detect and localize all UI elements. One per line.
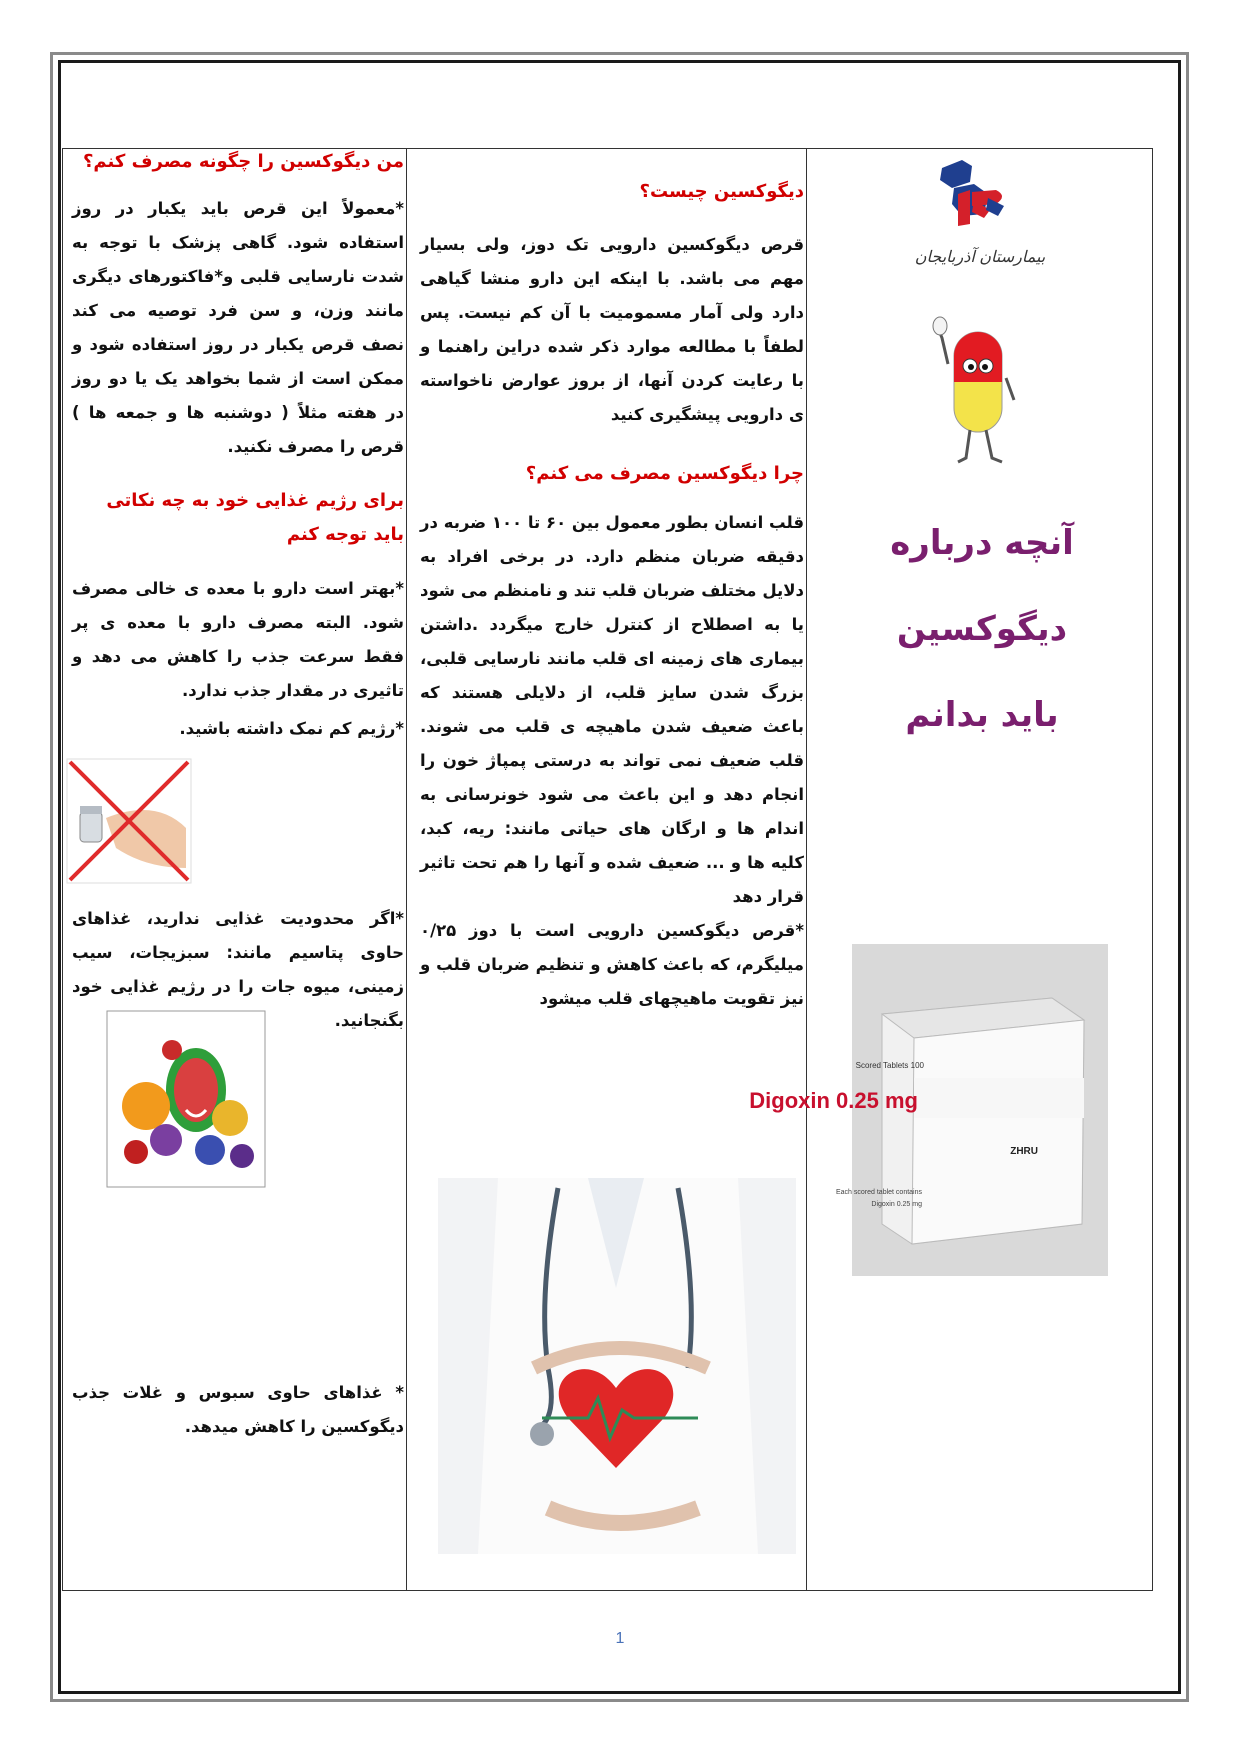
paragraph-bran: * غذاهای حاوی سبوس و غلات جذب دیگوکسین را کاهش میدهد. xyxy=(72,1383,404,1436)
paragraph-why: قلب انسان بطور معمول بین ۶۰ تا ۱۰۰ ضربه در دقیقه ضربان منظم دارد. در برخی افراد به دلایل مختلف ضربان قلب تند و نامنظم می شود یا به اصطلاح از کنترل خارج میگردد .داشتن بیماری های زمینه ای قلب مانند نارسایی قلبی، بزرگ شدن سایز قلب، از دلایلی هستند که باعث ضعیف شدن ماهیچه ی قلب می شوند. قلب ضعیف نمی تواند به درستی پمپاژ خون را انجام دهد و این باعث می شود خونرسانی به اندام ها و ارگان های حیاتی مانند: ریه، کبد، کلیه ها و ... ضعیف شده و آنها را هم تحت تاثیر قرار دهد xyxy=(420,513,804,906)
digoxin-box-image xyxy=(749,944,1108,1276)
hospital-logo xyxy=(900,154,1060,284)
box-small-text-1: Each scored tablet contains xyxy=(836,1189,922,1196)
no-salt-icon xyxy=(66,758,192,884)
section-heading-diet: برای رژیم غذایی خود به چه نکاتی باید توجه کنم xyxy=(106,490,404,545)
pill-mascot-image xyxy=(934,308,1024,468)
title-line-1: آنچه درباره xyxy=(890,523,1074,563)
paragraph-dose: *قرص دیگوکسین دارویی است با دوز ۰/۲۵ میلیگرم، که باعث کاهش و تنظیم ضربان قلب و نیز تقویت ماهیچهای قلب میشود xyxy=(420,921,804,1008)
column-divider-left xyxy=(406,148,407,1591)
paragraph-what-is: قرص دیگوکسین دارویی تک دوز، ولی بسیار مهم می باشد. با اینکه این دارو منشا گیاهی دارد ولی آمار مسمومیت با آن کم نیست. پس لطفاً با مطالعه موارد ذکر شده دراین راهنما و با رعایت کردن آنها، از بروز عوارض ناخواسته ی دارویی پیشگیری کنید xyxy=(420,235,804,424)
brochure-title xyxy=(812,518,1152,740)
paragraph-potassium: *اگر محدودیت غذایی ندارید، غذاهای حاوی پتاسیم مانند: سبزیجات، سیب زمینی، میوه جات را در رژیم غذایی خود بگنجانید. xyxy=(72,909,404,1030)
page-number: 1 xyxy=(615,1630,625,1647)
column-divider-right xyxy=(806,148,807,1591)
middle-column xyxy=(420,148,804,1591)
box-brand-mark: ZHRU xyxy=(1010,1146,1038,1157)
pill-mascot-icon xyxy=(934,308,1024,468)
box-product-name: Digoxin 0.25 mg xyxy=(749,1088,918,1113)
hospital-name: بیمارستان آذربایجان xyxy=(914,249,1046,266)
paragraph-how-to-use: *معمولاً این قرص باید یکبار در روز استفاده شود. گاهی پزشک با توجه به شدت نارسایی قلبی و*فاکتورهای دیگری مانند وزن، و سن فرد توصیه می کند نصف قرص یکبار در روز استفاده شود و ممکن است از شما بخواهد یک یا دو روز در هفته مثلاً ( دوشنبه ها و جمعه ها ) قرص را مصرف نکنید. xyxy=(72,199,404,456)
left-column xyxy=(72,148,404,1591)
box-count-label: 100 Scored Tablets xyxy=(855,1061,924,1070)
section-heading-how-to-use: من دیگوکسین را چگونه مصرف کنم؟ xyxy=(82,151,404,172)
fruits-image xyxy=(106,1010,266,1188)
title-line-3: باید بدانم xyxy=(905,695,1059,735)
paragraph-low-salt: *رژیم کم نمک داشته باشید. xyxy=(179,719,404,738)
section-heading-what-is: دیگوکسین چیست؟ xyxy=(639,181,804,202)
doctor-heart-icon xyxy=(438,1178,796,1554)
doctor-heart-image xyxy=(438,1178,796,1554)
no-salt-image xyxy=(66,758,192,884)
title-line-2: دیگوکسین xyxy=(896,609,1068,649)
right-column xyxy=(749,148,1152,1591)
section-heading-why: چرا دیگوکسین مصرف می کنم؟ xyxy=(525,463,804,484)
hospital-logo-icon xyxy=(900,154,1060,284)
medicine-box-icon xyxy=(749,944,1108,1276)
box-small-text-2: Digoxin 0.25 mg xyxy=(871,1201,922,1208)
fruits-icon xyxy=(106,1010,266,1188)
paragraph-empty-stomach: *بهتر است دارو با معده ی خالی مصرف شود. البته مصرف دارو با معده ی پر فقط سرعت جذب را کاهش می دهد و تاثیری در مقدار جذب ندارد. xyxy=(72,579,404,700)
